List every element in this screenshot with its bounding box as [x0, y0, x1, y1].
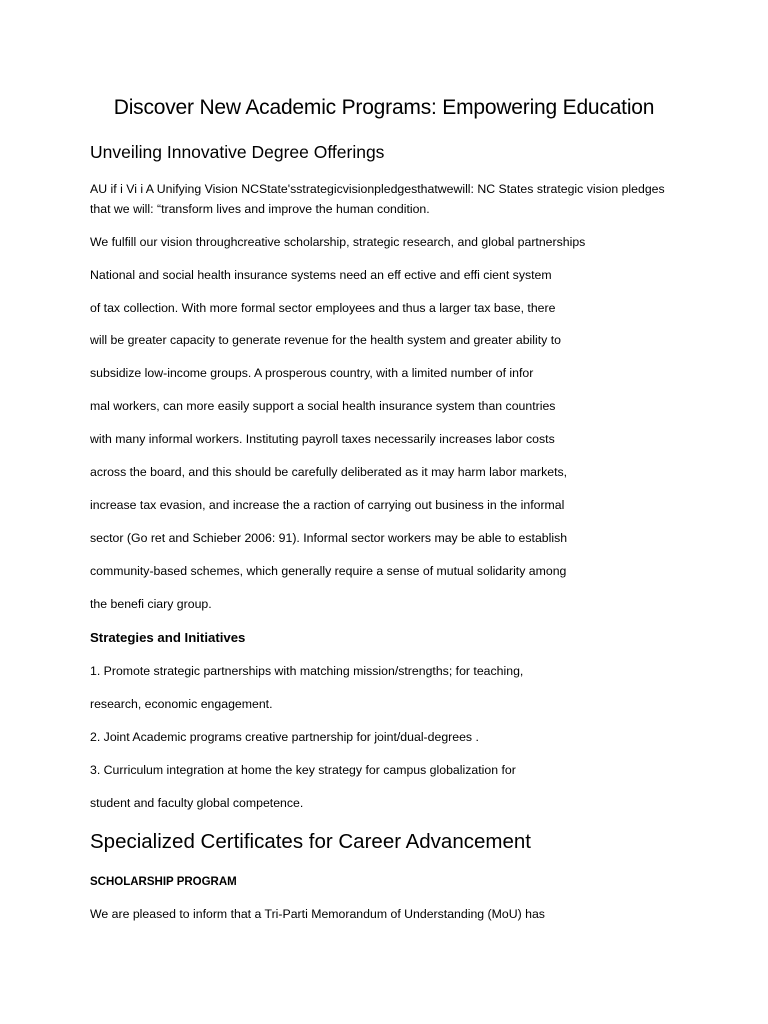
body-line: with many informal workers. Instituting payroll taxes necessarily increases labor costs — [90, 432, 555, 446]
subsection-heading-scholarship: SCHOLARSHIP PROGRAM — [90, 876, 237, 888]
closing-line: We are pleased to inform that a Tri-Parti Memorandum of Understanding (MoU) has — [90, 907, 545, 921]
body-line: National and social health insurance systems need an eff ective and effi cient system — [90, 268, 552, 282]
body-line: community-based schemes, which generally require a sense of mutual solidarity among — [90, 564, 567, 578]
strategy-line: 3. Curriculum integration at home the key strategy for campus globalization for — [90, 763, 516, 777]
body-line: subsidize low-income groups. A prosperous country, with a limited number of infor — [90, 366, 534, 380]
body-line: sector (Go ret and Schieber 2006: 91). Informal sector workers may be able to establish — [90, 531, 568, 545]
section-heading-strategies: Strategies and Initiatives — [90, 630, 246, 645]
paragraph-line: that we will: “transform lives and improve the human condition. — [90, 202, 430, 216]
strategy-line: 1. Promote strategic partnerships with matching mission/strengths; for teaching, — [90, 664, 524, 678]
strategy-line: student and faculty global competence. — [90, 796, 304, 810]
section-heading-degree-offerings: Unveiling Innovative Degree Offerings — [90, 142, 385, 162]
paragraph-line: AU if i Vi i A Unifying Vision NCState'sstrategicvisionpledgesthatwewill: NC States strategic vision pledges — [90, 182, 665, 196]
strategy-line: research, economic engagement. — [90, 697, 273, 711]
strategy-line: 2. Joint Academic programs creative partnership for joint/dual-degrees . — [90, 730, 479, 744]
body-line: will be greater capacity to generate revenue for the health system and greater ability to — [90, 333, 561, 347]
body-line: the benefi ciary group. — [90, 597, 212, 611]
body-line: of tax collection. With more formal sector employees and thus a larger tax base, there — [90, 301, 556, 315]
paragraph-line: We fulfill our vision throughcreative scholarship, strategic research, and global partnerships — [90, 235, 586, 249]
document-title: Discover New Academic Programs: Empowering Education — [113, 96, 655, 119]
body-line: increase tax evasion, and increase the a raction of carrying out business in the informal — [90, 498, 565, 512]
body-line: mal workers, can more easily support a social health insurance system than countries — [90, 399, 556, 413]
section-heading-certificates: Specialized Certificates for Career Advancement — [90, 830, 531, 853]
body-line: across the board, and this should be carefully deliberated as it may harm labor markets, — [90, 465, 568, 479]
